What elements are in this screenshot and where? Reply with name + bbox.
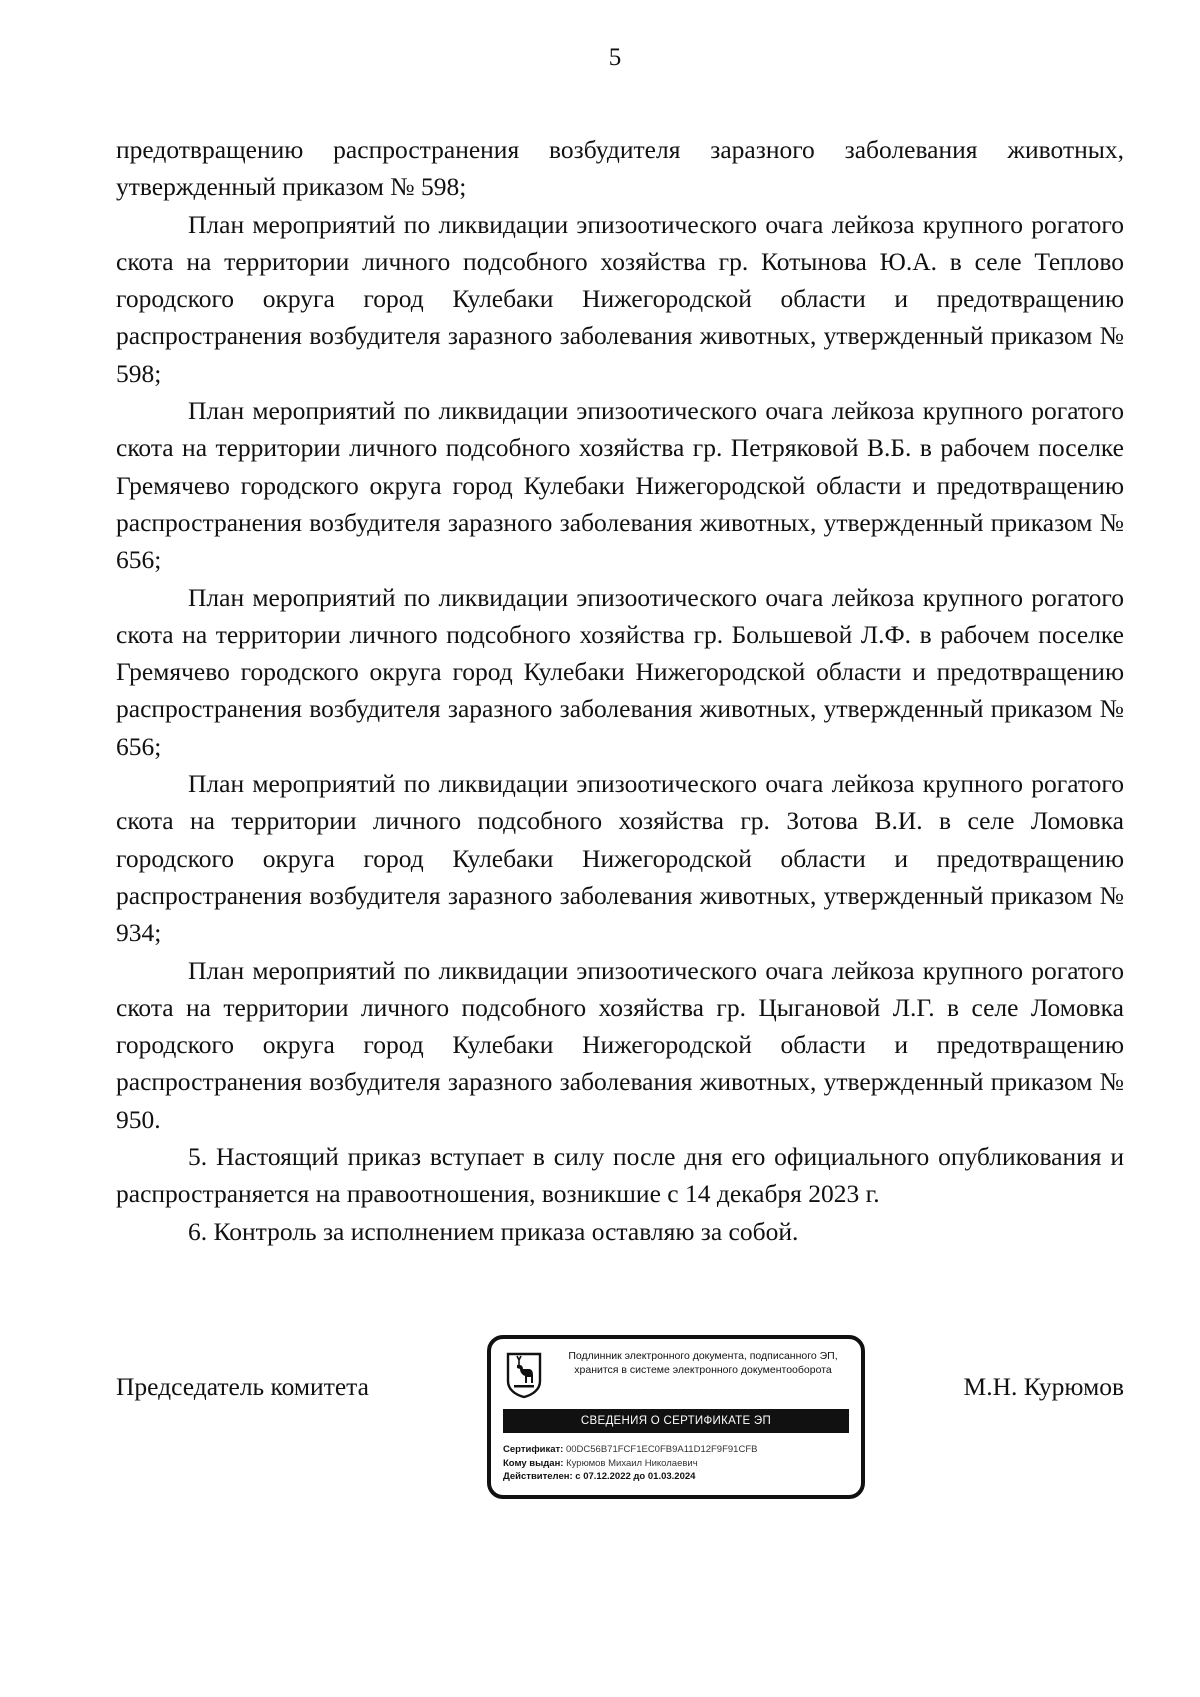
signature-block (116, 1335, 1124, 1505)
paragraph: предотвращению распространения возбудителя заразного заболевания животных, утвержденный приказом № 598; (116, 135, 1124, 202)
paragraph: 6. Контроль за исполнением приказа оставляю за собой. (188, 1216, 799, 1246)
electronic-signature-stamp (487, 1335, 865, 1499)
deer-emblem-icon (505, 1351, 543, 1399)
stamp-header-line: хранится в системе электронного документооборота (574, 1364, 832, 1376)
validity-label: Действителен: (503, 1471, 573, 1482)
stamp-header (553, 1349, 853, 1377)
issued-to-value: Курюмов Михаил Николаевич (566, 1457, 698, 1469)
stamp-details (503, 1443, 853, 1484)
stamp-header-line: Подлинник электронного документа, подписанного ЭП, (568, 1350, 838, 1362)
paragraph: 5. Настоящий приказ вступает в силу после дня его официального опубликования и распространяется на правоотношения, возникшие с 14 декабря 2023 г. (116, 1142, 1124, 1209)
paragraph: План мероприятий по ликвидации эпизоотического очага лейкоза крупного рогатого скота на территории личного подсобного хозяйства гр. Цыгановой Л.Г. в селе Ломовка городского округа город Кулебаки Нижегородской области и предотвращению распространения возбудителя заразного заболевания животных, утвержденный приказом № 950. (116, 955, 1124, 1134)
stamp-validity-row (503, 1470, 853, 1484)
signer-title: Председатель комитета (116, 1372, 369, 1401)
paragraph: План мероприятий по ликвидации эпизоотического очага лейкоза крупного рогатого скота на территории личного подсобного хозяйства гр. Котынова Ю.А. в селе Теплово городского округа город Кулебаки Нижегородской области и предотвращению распространения возбудителя заразного заболевания животных, утвержденный приказом № 598; (116, 209, 1124, 388)
stamp-certificate-bar: СВЕДЕНИЯ О СЕРТИФИКАТЕ ЭП (503, 1409, 849, 1433)
validity-value: с 07.12.2022 до 01.03.2024 (575, 1471, 696, 1482)
stamp-certificate-row (503, 1443, 853, 1457)
paragraph: План мероприятий по ликвидации эпизоотического очага лейкоза крупного рогатого скота на территории личного подсобного хозяйства гр. Большевой Л.Ф. в рабочем поселке Гремячево городского округа город Кулебаки Нижегородской области и предотвращению распространения возбудителя заразного заболевания животных, утвержденный приказом № 656; (116, 582, 1124, 761)
paragraph: План мероприятий по ликвидации эпизоотического очага лейкоза крупного рогатого скота на территории личного подсобного хозяйства гр. Зотова В.И. в селе Ломовка городского округа город Кулебаки Нижегородской области и предотвращению распространения возбудителя заразного заболевания животных, утвержденный приказом № 934; (116, 769, 1124, 948)
issued-to-label: Кому выдан: (503, 1457, 564, 1469)
certificate-value: 00DC56B71FCF1EC0FB9A11D12F9F91CFB (565, 1444, 758, 1455)
paragraph: План мероприятий по ликвидации эпизоотического очага лейкоза крупного рогатого скота на территории личного подсобного хозяйства гр. Петряковой В.Б. в рабочем поселке Гремячево городского округа город Кулебаки Нижегородской области и предотвращению распространения возбудителя заразного заболевания животных, утвержденный приказом № 656; (116, 396, 1124, 575)
signer-name: М.Н. Курюмов (963, 1372, 1124, 1401)
certificate-label: Сертификат: (503, 1444, 564, 1455)
document-body (116, 131, 1124, 1250)
stamp-issued-to-row (503, 1457, 853, 1471)
page-number: 5 (608, 44, 622, 71)
